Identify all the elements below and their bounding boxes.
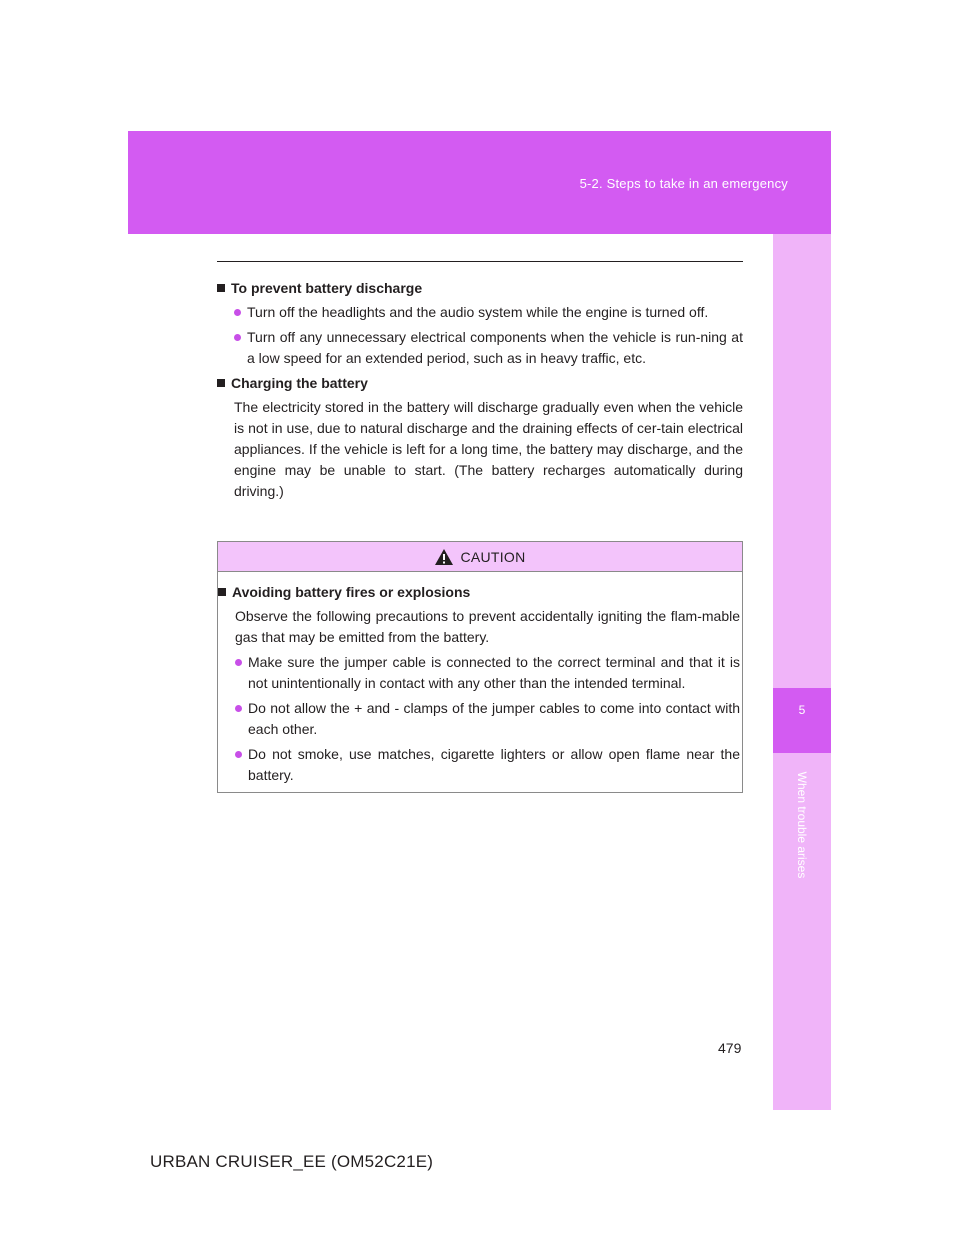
- caution-title: CAUTION: [460, 548, 526, 565]
- page-number: 479: [718, 1040, 742, 1056]
- heading-text: Charging the battery: [231, 375, 368, 391]
- list-item: [217, 302, 743, 323]
- list-item: [218, 652, 740, 694]
- round-bullet-icon: [235, 705, 242, 712]
- section-heading: [217, 373, 743, 394]
- list-item: [218, 744, 740, 786]
- round-bullet-icon: [234, 309, 241, 316]
- header-band: [128, 131, 831, 234]
- round-bullet-icon: [235, 751, 242, 758]
- round-bullet-icon: [235, 659, 242, 666]
- round-bullet-icon: [234, 334, 241, 341]
- heading-text: Avoiding battery fires or explosions: [232, 584, 471, 600]
- chapter-label: When trouble arises: [795, 771, 809, 879]
- square-bullet-icon: [217, 379, 225, 387]
- caution-box: [217, 541, 743, 793]
- list-item-text: Do not smoke, use matches, cigarette lighters or allow open flame near the battery.: [248, 746, 740, 783]
- list-item: [218, 698, 740, 740]
- list-item-text: Turn off any unnecessary electrical components when the vehicle is run-ning at a low speed for an extended period, such as in heavy traffic, etc.: [247, 329, 743, 366]
- top-divider: [217, 261, 743, 262]
- caution-header: [218, 542, 742, 572]
- caution-paragraph: Observe the following precautions to prevent accidentally igniting the flam-mable gas that may be emitted from the battery.: [235, 608, 740, 645]
- body-paragraph: The electricity stored in the battery will discharge gradually even when the vehicle is not in use, due to natural discharge and the draining effects of cer-tain electrical appliances. If the vehicle is left for a long time, the battery may discharge, and the engine may be unable to start. (The battery recharges automatically during driving.): [234, 399, 743, 499]
- list-item-text: Make sure the jumper cable is connected to the correct terminal and that it is not unintentionally in contact with any other than the intended terminal.: [248, 654, 740, 691]
- chapter-number: 5: [798, 703, 806, 717]
- caution-body: [218, 572, 742, 786]
- square-bullet-icon: [217, 284, 225, 292]
- main-content: [217, 278, 743, 506]
- section-title: 5-2. Steps to take in an emergency: [579, 176, 788, 191]
- document-code: URBAN CRUISER_EE (OM52C21E): [150, 1152, 434, 1171]
- list-item-text: Turn off the headlights and the audio system while the engine is turned off.: [247, 304, 709, 320]
- chapter-side-tab: [773, 234, 831, 1110]
- caution-heading: [218, 582, 740, 603]
- heading-text: To prevent battery discharge: [231, 280, 423, 296]
- list-item: [217, 327, 743, 369]
- warning-triangle-icon: [434, 548, 454, 566]
- section-heading: [217, 278, 743, 299]
- chapter-number-box: [773, 688, 831, 753]
- list-item-text: Do not allow the + and - clamps of the jumper cables to come into contact with each other.: [248, 700, 740, 737]
- square-bullet-icon: [218, 588, 226, 596]
